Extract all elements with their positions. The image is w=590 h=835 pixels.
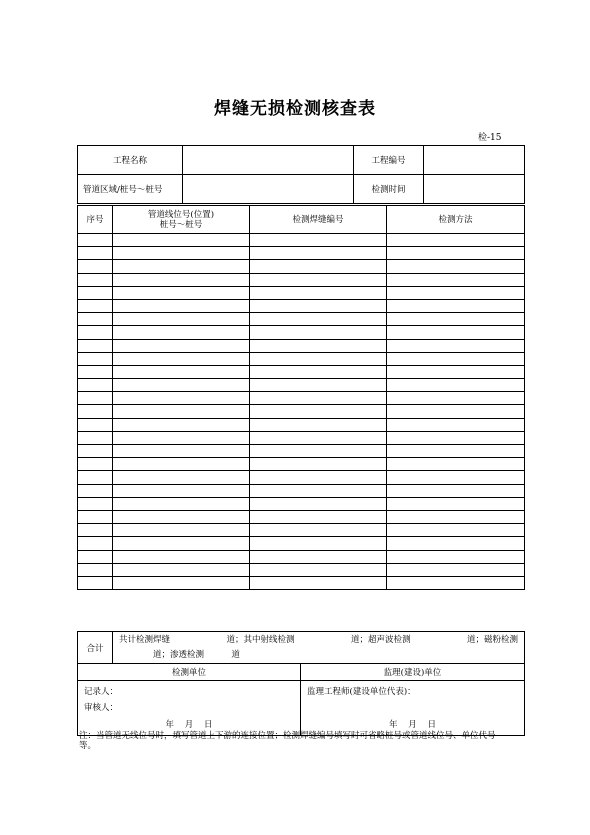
summary-rt: 道；其中射线检测 xyxy=(226,635,295,645)
form-code: 检-15 xyxy=(478,133,502,143)
test-time-label: 检测时间 xyxy=(354,175,424,204)
cell-method[interactable] xyxy=(387,339,525,352)
cell-method[interactable] xyxy=(387,458,525,471)
cell-seq[interactable] xyxy=(78,247,113,260)
table-row xyxy=(78,286,525,299)
project-name-label: 工程名称 xyxy=(78,146,183,175)
cell-method[interactable] xyxy=(387,418,525,431)
cell-weld-no[interactable] xyxy=(250,510,387,523)
cell-position[interactable] xyxy=(113,510,250,523)
cell-seq[interactable] xyxy=(78,313,113,326)
cell-position[interactable] xyxy=(113,392,250,405)
cell-position[interactable] xyxy=(113,550,250,563)
cell-seq[interactable] xyxy=(78,326,113,339)
cell-seq[interactable] xyxy=(78,365,113,378)
test-unit-sign-area[interactable] xyxy=(78,681,301,736)
col-position-line2: 桩号～桩号 xyxy=(159,219,203,230)
cell-position[interactable] xyxy=(113,431,250,444)
cell-seq[interactable] xyxy=(78,299,113,312)
cell-seq[interactable] xyxy=(78,286,113,299)
col-method-header: 检测方法 xyxy=(387,206,525,234)
summary-mt: 道；磁粉检测 xyxy=(466,635,518,645)
summary-text xyxy=(113,632,525,664)
table-row xyxy=(78,471,525,484)
table-row xyxy=(78,299,525,312)
cell-seq[interactable] xyxy=(78,445,113,458)
cell-position[interactable] xyxy=(113,352,250,365)
footnote: 注：当管道无线位号时，填写管道上下游的连接位置；检测焊缝编号填写时可省略桩号或管道线位号、单位代号等。 xyxy=(79,731,496,751)
cell-weld-no[interactable] xyxy=(250,365,387,378)
supervisor-unit-header: 监理(建设)单位 xyxy=(301,664,525,681)
pipe-area-label: 管道区域/桩号～桩号 xyxy=(78,175,183,204)
table-row xyxy=(78,484,525,497)
cell-seq[interactable] xyxy=(78,418,113,431)
cell-method[interactable] xyxy=(387,497,525,510)
cell-seq[interactable] xyxy=(78,392,113,405)
cell-position[interactable] xyxy=(113,537,250,550)
col-position-header xyxy=(113,206,250,234)
cell-method[interactable] xyxy=(387,352,525,365)
cell-seq[interactable] xyxy=(78,497,113,510)
cell-weld-no[interactable] xyxy=(250,352,387,365)
cell-position[interactable] xyxy=(113,563,250,576)
cell-weld-no[interactable] xyxy=(250,405,387,418)
pipe-area-field[interactable] xyxy=(183,175,354,204)
table-row xyxy=(78,445,525,458)
cell-weld-no[interactable] xyxy=(250,537,387,550)
cell-weld-no[interactable] xyxy=(250,563,387,576)
cell-weld-no[interactable] xyxy=(250,313,387,326)
cell-weld-no[interactable] xyxy=(250,273,387,286)
cell-weld-no[interactable] xyxy=(250,299,387,312)
table-row xyxy=(78,510,525,523)
weld-table xyxy=(77,205,525,590)
cell-method[interactable] xyxy=(387,260,525,273)
summary-pt: 道；渗透检测 xyxy=(153,650,205,660)
cell-method[interactable] xyxy=(387,313,525,326)
cell-position[interactable] xyxy=(113,405,250,418)
cell-weld-no[interactable] xyxy=(250,484,387,497)
table-row xyxy=(78,392,525,405)
table-row xyxy=(78,458,525,471)
table-row xyxy=(78,273,525,286)
project-no-field[interactable] xyxy=(424,146,525,175)
col-seq-header: 序号 xyxy=(78,206,113,234)
project-no-label: 工程编号 xyxy=(354,146,424,175)
recorder-label: 记录人： xyxy=(84,687,119,697)
cell-weld-no[interactable] xyxy=(250,379,387,392)
table-row xyxy=(78,537,525,550)
summary-end: 道 xyxy=(231,650,240,660)
table-row xyxy=(78,497,525,510)
cell-weld-no[interactable] xyxy=(250,431,387,444)
cell-weld-no[interactable] xyxy=(250,234,387,247)
cell-seq[interactable] xyxy=(78,471,113,484)
test-unit-header: 检测单位 xyxy=(78,664,301,681)
table-row xyxy=(78,365,525,378)
cell-method[interactable] xyxy=(387,299,525,312)
cell-position[interactable] xyxy=(113,458,250,471)
cell-weld-no[interactable] xyxy=(250,260,387,273)
table-row xyxy=(78,576,525,589)
cell-method[interactable] xyxy=(387,392,525,405)
table-row xyxy=(78,405,525,418)
cell-position[interactable] xyxy=(113,299,250,312)
cell-weld-no[interactable] xyxy=(250,286,387,299)
summary-label: 合计 xyxy=(78,632,113,664)
weld-table-header xyxy=(78,206,525,234)
cell-position[interactable] xyxy=(113,326,250,339)
table-row xyxy=(78,379,525,392)
cell-method[interactable] xyxy=(387,550,525,563)
cell-method[interactable] xyxy=(387,445,525,458)
table-row xyxy=(78,247,525,260)
footer-table xyxy=(77,631,525,736)
table-row xyxy=(78,260,525,273)
cell-position[interactable] xyxy=(113,313,250,326)
table-row xyxy=(78,550,525,563)
cell-position[interactable] xyxy=(113,497,250,510)
cell-method[interactable] xyxy=(387,563,525,576)
cell-method[interactable] xyxy=(387,431,525,444)
reviewer-label: 审核人： xyxy=(84,703,119,713)
cell-weld-no[interactable] xyxy=(250,497,387,510)
cell-position[interactable] xyxy=(113,576,250,589)
cell-position[interactable] xyxy=(113,247,250,260)
cell-seq[interactable] xyxy=(78,563,113,576)
cell-position[interactable] xyxy=(113,273,250,286)
cell-position[interactable] xyxy=(113,234,250,247)
cell-weld-no[interactable] xyxy=(250,471,387,484)
col-weld-no-header: 检测焊缝编号 xyxy=(250,206,387,234)
table-row xyxy=(78,313,525,326)
project-name-field[interactable] xyxy=(183,146,354,175)
cell-seq[interactable] xyxy=(78,379,113,392)
cell-seq[interactable] xyxy=(78,431,113,444)
cell-method[interactable] xyxy=(387,576,525,589)
cell-weld-no[interactable] xyxy=(250,458,387,471)
cell-position[interactable] xyxy=(113,445,250,458)
cell-method[interactable] xyxy=(387,379,525,392)
test-time-field[interactable] xyxy=(424,175,525,204)
supervisor-sign-area[interactable] xyxy=(301,681,525,736)
cell-seq[interactable] xyxy=(78,524,113,537)
cell-weld-no[interactable] xyxy=(250,524,387,537)
supervisor-engineer-label: 监理工程师(建设单位代表)： xyxy=(307,687,416,697)
cell-method[interactable] xyxy=(387,326,525,339)
cell-seq[interactable] xyxy=(78,484,113,497)
supervisor-date: 年 月 日 xyxy=(389,720,436,730)
table-row xyxy=(78,524,525,537)
cell-position[interactable] xyxy=(113,365,250,378)
cell-method[interactable] xyxy=(387,537,525,550)
cell-weld-no[interactable] xyxy=(250,576,387,589)
cell-position[interactable] xyxy=(113,418,250,431)
cell-seq[interactable] xyxy=(78,234,113,247)
cell-position[interactable] xyxy=(113,339,250,352)
cell-method[interactable] xyxy=(387,405,525,418)
cell-seq[interactable] xyxy=(78,260,113,273)
cell-method[interactable] xyxy=(387,286,525,299)
table-row xyxy=(78,339,525,352)
table-row xyxy=(78,352,525,365)
cell-position[interactable] xyxy=(113,379,250,392)
cell-method[interactable] xyxy=(387,365,525,378)
cell-seq[interactable] xyxy=(78,458,113,471)
cell-method[interactable] xyxy=(387,247,525,260)
cell-weld-no[interactable] xyxy=(250,550,387,563)
cell-position[interactable] xyxy=(113,260,250,273)
cell-seq[interactable] xyxy=(78,405,113,418)
cell-seq[interactable] xyxy=(78,550,113,563)
table-row xyxy=(78,563,525,576)
cell-seq[interactable] xyxy=(78,537,113,550)
table-row xyxy=(78,418,525,431)
table-row xyxy=(78,431,525,444)
cell-position[interactable] xyxy=(113,286,250,299)
cell-method[interactable] xyxy=(387,510,525,523)
cell-seq[interactable] xyxy=(78,273,113,286)
cell-position[interactable] xyxy=(113,484,250,497)
cell-weld-no[interactable] xyxy=(250,326,387,339)
cell-method[interactable] xyxy=(387,524,525,537)
cell-position[interactable] xyxy=(113,471,250,484)
cell-weld-no[interactable] xyxy=(250,247,387,260)
cell-method[interactable] xyxy=(387,273,525,286)
cell-method[interactable] xyxy=(387,234,525,247)
summary-total: 共计检测焊缝 xyxy=(119,635,171,645)
cell-weld-no[interactable] xyxy=(250,392,387,405)
table-row xyxy=(78,234,525,247)
col-position-line1: 管道线位号(位置) xyxy=(147,209,215,220)
cell-seq[interactable] xyxy=(78,339,113,352)
table-row xyxy=(78,326,525,339)
cell-weld-no[interactable] xyxy=(250,418,387,431)
cell-seq[interactable] xyxy=(78,352,113,365)
cell-seq[interactable] xyxy=(78,510,113,523)
cell-position[interactable] xyxy=(113,524,250,537)
cell-method[interactable] xyxy=(387,471,525,484)
cell-weld-no[interactable] xyxy=(250,445,387,458)
cell-weld-no[interactable] xyxy=(250,339,387,352)
header-table xyxy=(77,145,525,204)
page-title: 焊缝无损检测核查表 xyxy=(214,99,376,119)
cell-method[interactable] xyxy=(387,484,525,497)
cell-seq[interactable] xyxy=(78,576,113,589)
summary-ut: 道；超声波检测 xyxy=(350,635,411,645)
test-unit-date: 年 月 日 xyxy=(165,720,213,730)
